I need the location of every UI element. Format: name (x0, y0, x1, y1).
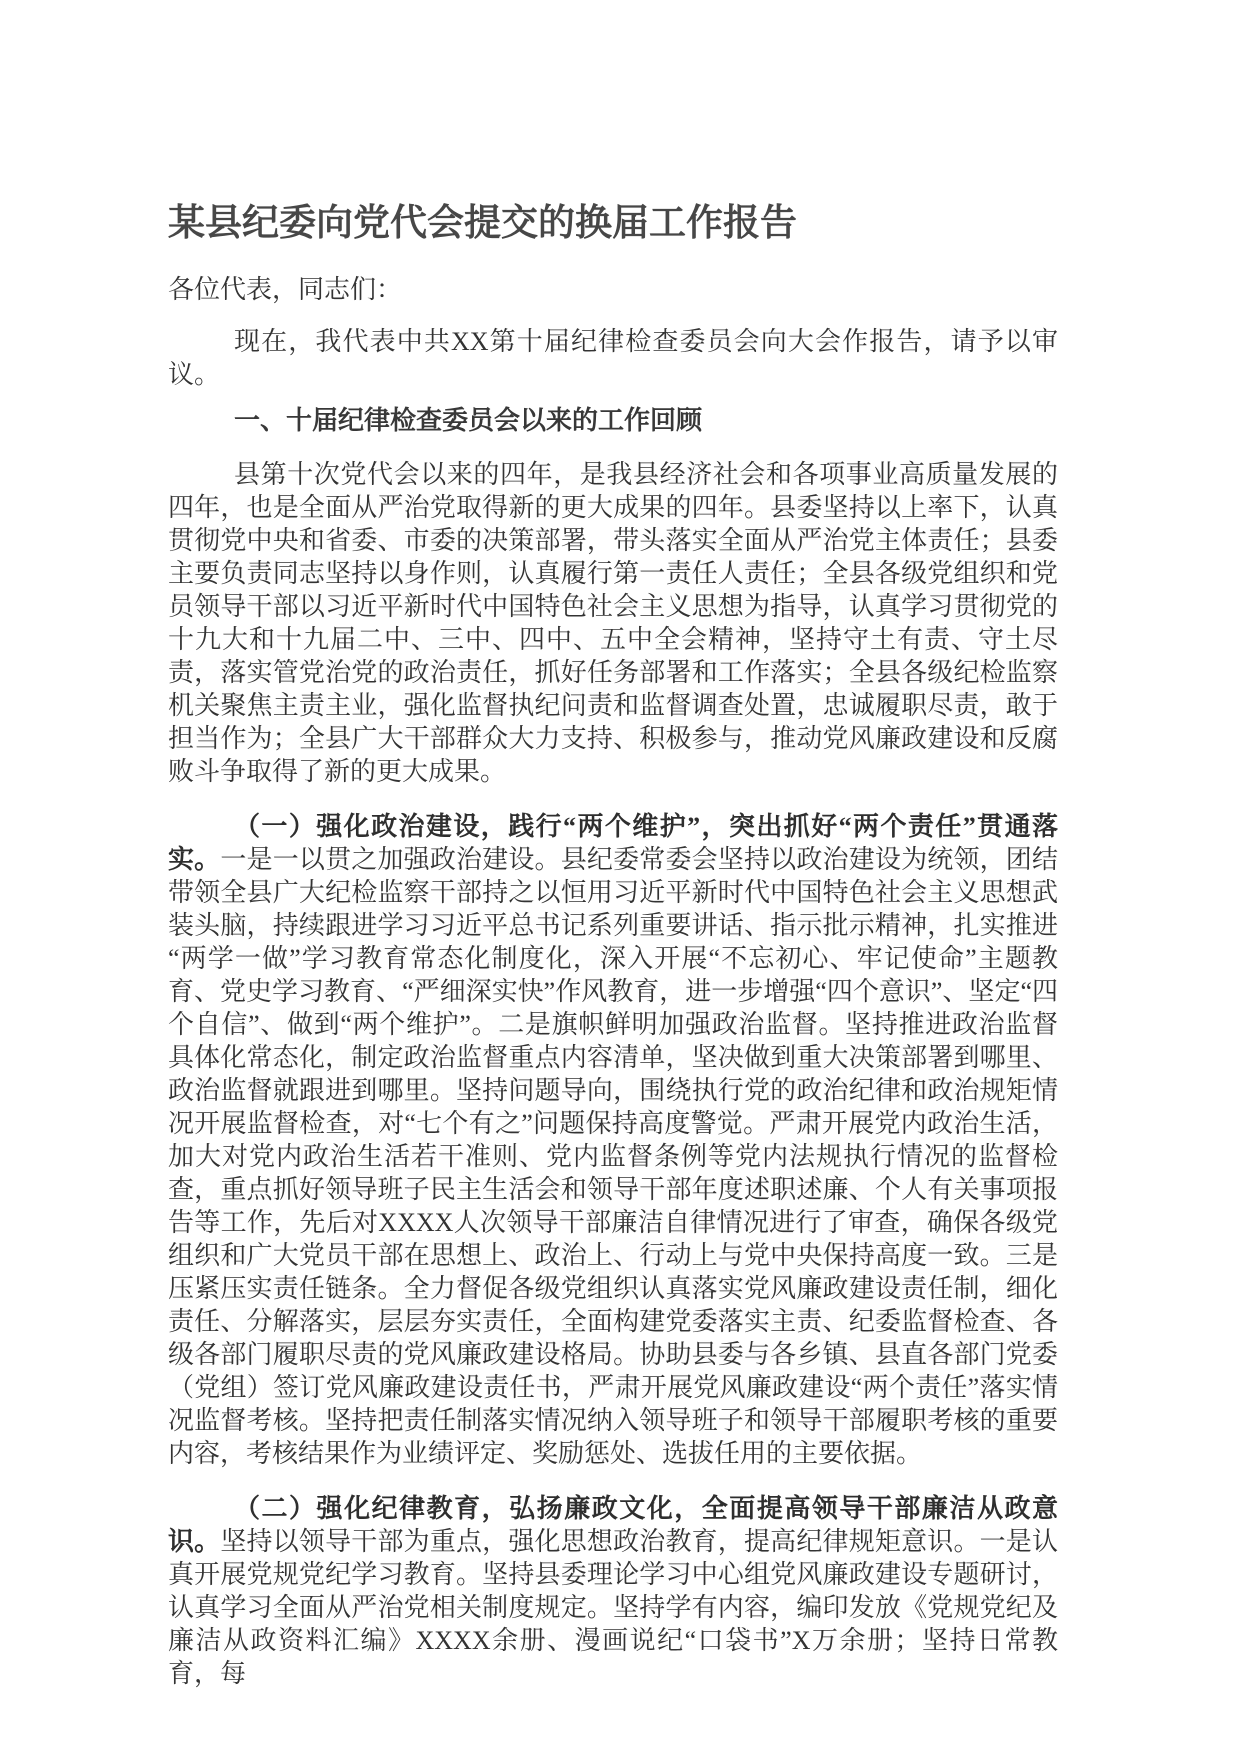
subsection-1-body: 一是一以贯之加强政治建设。县纪委常委会坚持以政治建设为统领，团结带领全县广大纪检监察干部持之以恒用习近平新时代中国特色社会主义思想武装头脑，持续跟进学习习近平总书记系列重要讲话、指示批示精神，扎实推进“两学一做”学习教育常态化制度化，深入开展“不忘初心、牢记使命”主题教育、党史学习教育、“严细深实快”作风教育，进一步增强“四个意识”、坚定“四个自信”、做到“两个维护”。二是旗帜鲜明加强政治监督。坚持推进政治监督具体化常态化，制定政治监督重点内容清单，坚决做到重大决策部署到哪里、政治监督就跟进到哪里。坚持问题导向，围绕执行党的政治纪律和政治规矩情况开展监督检查，对“七个有之”问题保持高度警觉。严肃开展党内政治生活，加大对党内政治生活若干准则、党内监督条例等党内法规执行情况的监督检查，重点抓好领导班子民主生活会和领导干部年度述职述廉、个人有关事项报告等工作，先后对XXXX人次领导干部廉洁自律情况进行了审查，确保各级党组织和广大党员干部在思想上、政治上、行动上与党中央保持高度一致。三是压紧压实责任链条。全力督促各级党组织认真落实党风廉政建设责任制，细化责任、分解落实，层层夯实责任，全面构建党委落实主责、纪委监督检查、各级各部门履职尽责的党风廉政建设格局。协助县委与各乡镇、县直各部门党委（党组）签订党风廉政建设责任书，严肃开展党风廉政建设“两个责任”落实情况监督考核。坚持把责任制落实情况纳入领导班子和领导干部履职考核的重要内容，考核结果作为业绩评定、奖励惩处、选拔任用的主要依据。 (168, 845, 1058, 1468)
document-content (168, 200, 1058, 1690)
subsection-1-paragraph (168, 810, 1058, 1470)
document-title: 某县纪委向党代会提交的换届工作报告 (168, 202, 797, 243)
subsection-2-lead: （二）强化纪律教育，弘扬廉政文化，全面提高领导干部廉洁从政意识。 (168, 1494, 1058, 1556)
section-1-heading: 一、十届纪律检查委员会以来的工作回顾 (234, 405, 703, 435)
subsection-2-paragraph (168, 1492, 1058, 1690)
section-1-overview-paragraph: 县第十次党代会以来的四年，是我县经济社会和各项事业高质量发展的四年，也是全面从严治党取得新的更大成果的四年。县委坚持以上率下，认真贯彻党中央和省委、市委的决策部署，带头落实全面从严治党主体责任；县委主要负责同志坚持以身作则，认真履行第一责任人责任；全县各级党组织和党员领导干部以习近平新时代中国特色社会主义思想为指导，认真学习贯彻党的十九大和十九届二中、三中、四中、五中全会精神，坚持守土有责、守土尽责，落实管党治党的政治责任，抓好任务部署和工作落实；全县各级纪检监察机关聚焦主责主业，强化监督执纪问责和监督调查处置，忠诚履职尽责，敢于担当作为；全县广大干部群众大力支持、积极参与，推动党风廉政建设和反腐败斗争取得了新的更大成果。 (168, 460, 1058, 786)
subsection-2-body: 坚持以领导干部为重点，强化思想政治教育，提高纪律规矩意识。一是认真开展党规党纪学习教育。坚持县委理论学习中心组党风廉政建设专题研讨，认真学习全面从严治党相关制度规定。坚持学有内容，编印发放《党规党纪及廉洁从政资料汇编》XXXX余册、漫画说纪“口袋书”X万余册；坚持日常教育，每 (168, 1527, 1058, 1688)
subsection-1-lead: （一）强化政治建设，践行“两个维护”，突出抓好“两个责任”贯通落实。 (168, 812, 1058, 874)
intro-paragraph: 现在，我代表中共XX第十届纪律检查委员会向大会作报告，请予以审议。 (168, 327, 1058, 389)
salutation-line: 各位代表，同志们： (168, 275, 403, 304)
